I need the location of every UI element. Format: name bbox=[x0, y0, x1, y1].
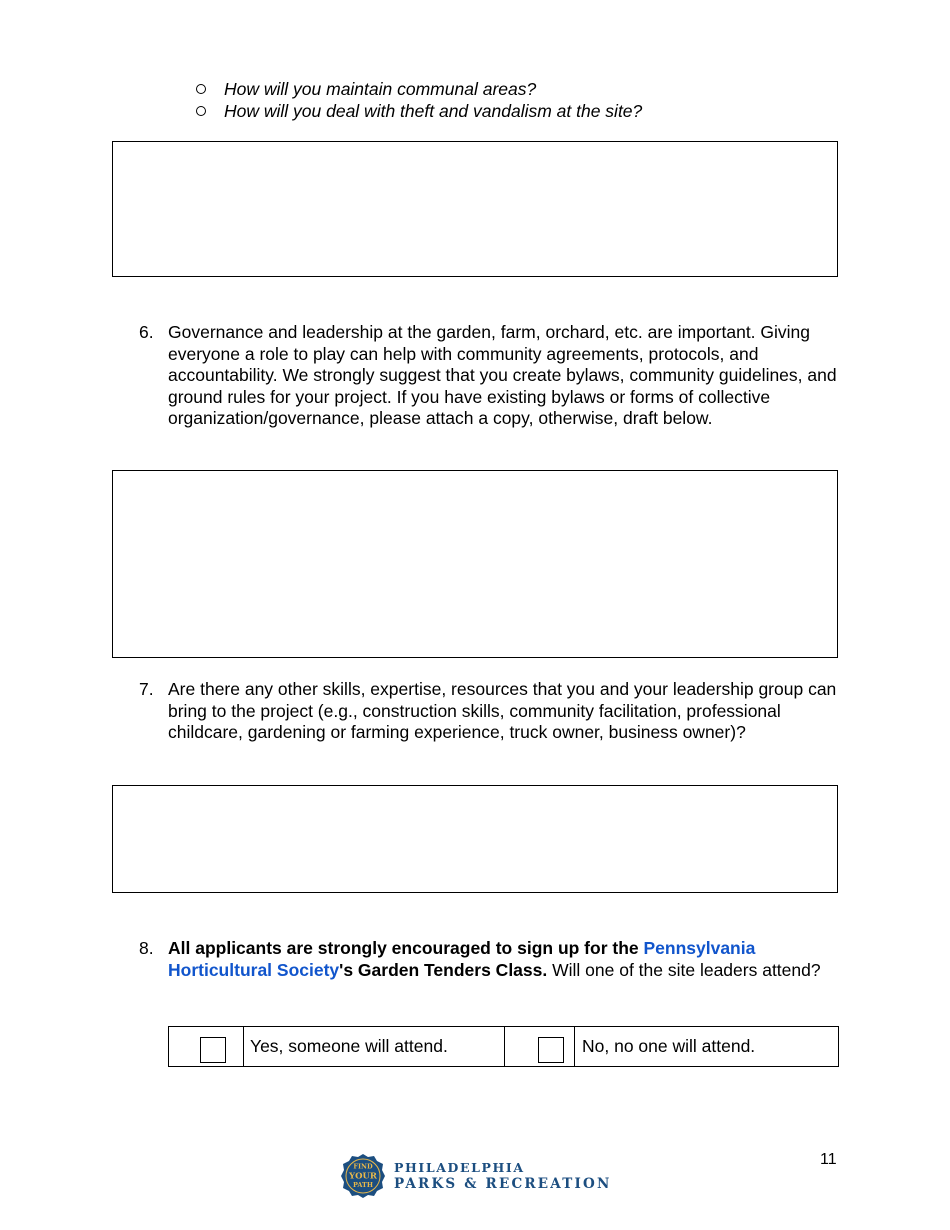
logo-line-1: PHILADELPHIA bbox=[394, 1160, 525, 1175]
question-6 bbox=[139, 322, 839, 430]
bold-tail-text: 's Garden Tenders Class. bbox=[339, 959, 548, 980]
answer-box-q7[interactable] bbox=[112, 785, 838, 893]
checkbox-cell-no bbox=[505, 1027, 575, 1066]
question-text bbox=[168, 938, 839, 981]
sub-bullet-item: How will you deal with theft and vandalism at the site? bbox=[196, 100, 642, 122]
svg-text:PATH: PATH bbox=[352, 1181, 374, 1189]
checkbox-cell-yes bbox=[169, 1027, 244, 1066]
page-number: 11 bbox=[820, 1151, 837, 1168]
label-cell-yes bbox=[244, 1027, 505, 1066]
question-8 bbox=[139, 938, 839, 981]
logo-wordmark bbox=[394, 1160, 612, 1192]
sub-bullet-list bbox=[196, 78, 642, 122]
parks-recreation-logo bbox=[340, 1152, 612, 1200]
label-cell-no bbox=[575, 1027, 838, 1066]
hollow-circle-bullet-icon bbox=[196, 106, 206, 116]
checkbox-yes[interactable] bbox=[200, 1037, 226, 1063]
attendance-choice-table bbox=[168, 1026, 839, 1067]
option-label-no: No, no one will attend. bbox=[582, 1036, 756, 1056]
question-number: 7. bbox=[139, 679, 154, 699]
svg-text:FIND: FIND bbox=[353, 1162, 373, 1171]
answer-box-q6[interactable] bbox=[112, 470, 838, 658]
answer-box-q5[interactable] bbox=[112, 141, 838, 277]
question-number: 8. bbox=[139, 938, 154, 958]
question-7 bbox=[139, 679, 839, 744]
sub-bullet-item: How will you maintain communal areas? bbox=[196, 78, 642, 100]
svg-text:YOUR: YOUR bbox=[349, 1171, 377, 1182]
checkbox-no[interactable] bbox=[538, 1037, 564, 1063]
logo-line-2: PARKS & RECREATION bbox=[394, 1176, 612, 1192]
question-text: Governance and leadership at the garden, farm, orchard, etc. are important. Giving everyone a role to play can help with community agreements, protocols, and accountability. We strongly suggest that you create bylaws, community guidelines, and ground rules for your project. If you have existing bylaws or forms of collective organization/governance, please attach a copy, otherwise, draft below. bbox=[168, 322, 837, 428]
question-number: 6. bbox=[139, 322, 154, 342]
bold-lead-text: All applicants are strongly encouraged to sign up for the bbox=[168, 938, 644, 958]
phs-link[interactable]: Pennsylvania Horticultural Society bbox=[168, 938, 756, 980]
hollow-circle-bullet-icon bbox=[196, 84, 206, 94]
question-text: Are there any other skills, expertise, resources that you and your leadership group can bring to the project (e.g., construction skills, community facilitation, professional childcare, gardening or farming experience, truck owner, business owner)? bbox=[168, 679, 837, 742]
option-label-yes: Yes, someone will attend. bbox=[250, 1036, 448, 1056]
find-your-path-badge-icon bbox=[340, 1152, 386, 1200]
question-rest-text: Will one of the site leaders attend? bbox=[547, 959, 821, 980]
